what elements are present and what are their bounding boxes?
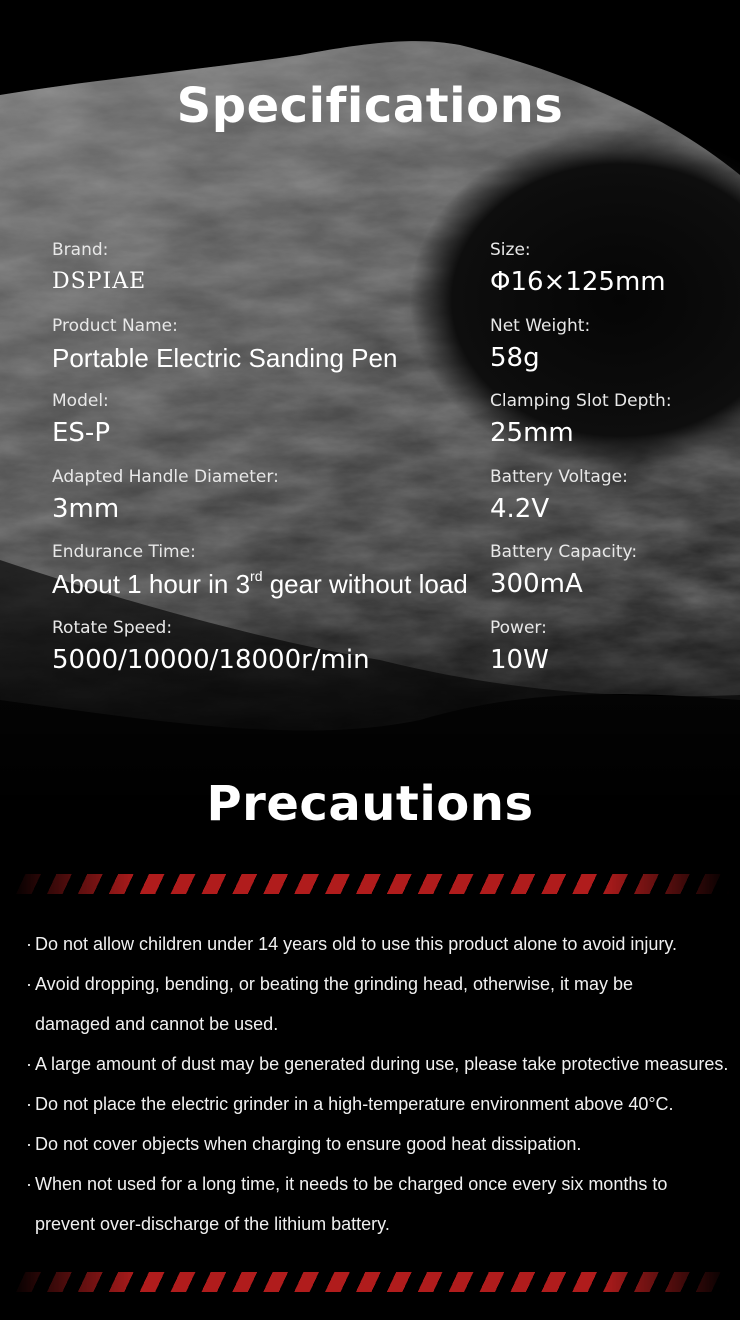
precaution-item [26,1044,729,1084]
spec-label: Net Weight: [490,315,591,336]
spec-value: 4.2V [490,493,550,524]
ordinal-suffix: rd [250,568,263,584]
spec-value [52,566,468,602]
spec-value: 300mA [490,569,583,599]
spec-value: 25mm [490,418,574,448]
spec-label: Rotate Speed: [52,617,173,638]
specifications-title: Specifications [176,78,564,134]
spec-item-rotate-speed [52,614,462,690]
spec-item-clamping-slot-depth [490,387,730,463]
spec-item-power [490,614,730,690]
brand-logo-text: DSPIAE [52,269,147,294]
precaution-item [26,964,726,1044]
spec-item-model [52,387,462,463]
spec-value: 58g [490,342,540,373]
spec-item-battery-capacity [490,538,730,614]
precaution-text: Do not allow children under 14 years old to use this product alone to avoid injury. [35,934,678,954]
precaution-item [26,1084,726,1124]
spec-item-battery-voltage [490,463,730,539]
spec-value: Portable Electric Sanding Pen [52,342,398,373]
spec-item-brand [52,236,462,312]
spec-item-net-weight [490,312,730,388]
spec-value-part: About 1 hour in 3 [52,569,251,599]
precaution-text: Do not place the electric grinder in a high-temperature environment above 40°C. [35,1094,674,1114]
precaution-text-continued: prevent over-discharge of the lithium battery. [35,1214,390,1234]
spec-item-product-name [52,312,462,388]
precaution-text: Avoid dropping, bending, or beating the grinding head, otherwise, it may be [35,974,634,994]
precaution-item [26,1124,726,1164]
spec-label: Product Name: [52,315,178,336]
spec-label: Power: [490,617,547,638]
spec-value: ES-P [52,418,110,448]
precautions-title: Precautions [206,776,534,832]
hazard-stripe-divider [10,874,730,894]
spec-label: Size: [490,240,531,260]
precaution-text: Do not cover objects when charging to ensure good heat dissipation. [35,1134,582,1154]
precaution-text: When not used for a long time, it needs to be charged once every six months to [35,1174,668,1194]
spec-label: Brand: [52,240,109,260]
spec-left-column [52,236,468,689]
spec-value: Φ16×125mm [490,267,666,297]
spec-label: Adapted Handle Diameter: [52,466,279,487]
spec-item-endurance-time [52,538,468,614]
precaution-text-continued: damaged and cannot be used. [35,1014,279,1034]
spec-label: Endurance Time: [52,542,196,562]
spec-value-part: gear without load [262,569,468,599]
spec-item-handle-diameter [52,463,462,539]
precautions-list [26,924,729,1244]
spec-label: Clamping Slot Depth: [490,391,672,411]
spec-item-size [490,236,730,312]
spec-label: Model: [52,391,109,411]
spec-value: 5000/10000/18000r/min [52,644,370,675]
spec-value: 3mm [52,493,120,524]
precaution-text: A large amount of dust may be generated during use, please take protective measures. [35,1054,729,1074]
spec-value: 10W [490,644,549,675]
hazard-stripe-divider [10,1272,730,1292]
spec-right-column [490,236,730,689]
spec-label: Battery Voltage: [490,466,628,487]
precaution-item [26,1164,726,1244]
spec-label: Battery Capacity: [490,542,638,562]
precaution-item [26,924,726,964]
